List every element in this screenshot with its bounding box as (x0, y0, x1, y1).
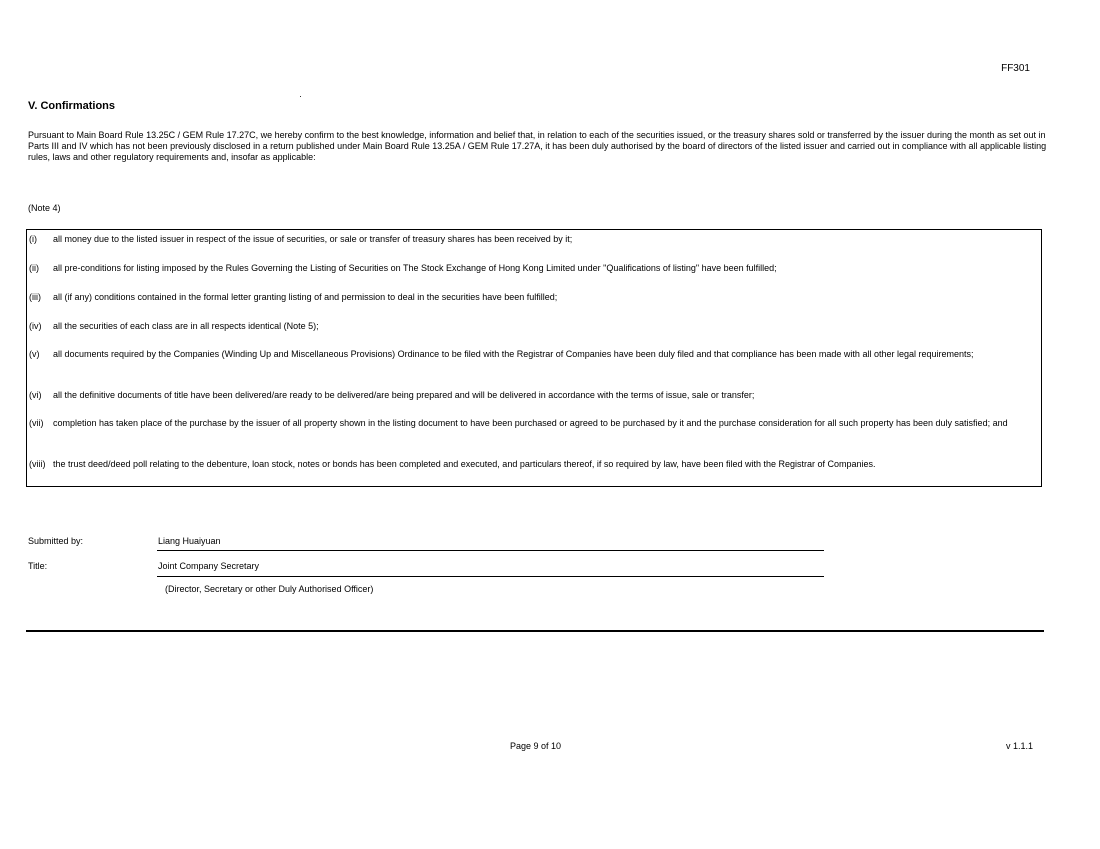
confirmation-text: all pre-conditions for listing imposed by the Rules Governing the Listing of Securities on The Stock Exchange of Hong Kong Limited under "Qualifications of listing" have been fulfilled; (53, 263, 777, 273)
confirmation-number: (vii) (29, 418, 44, 428)
footer-divider (26, 630, 1044, 632)
confirmation-number: (i) (29, 234, 37, 244)
submitted-by-value: Liang Huaiyuan (158, 536, 221, 546)
confirmations-box (26, 229, 1042, 487)
confirmation-item-vi (29, 390, 1029, 401)
submitted-by-underline (157, 550, 824, 551)
intro-paragraph: Pursuant to Main Board Rule 13.25C / GEM Rule 17.27C, we hereby confirm to the best knowledge, information and belief that, in relation to each of the securities issued, or the treasury shares sold or transferred by the issuer during the month as set out in Parts III and IV which has not been previously disclosed in a return published under Main Board Rule 13.25A / GEM Rule 17.27A, it has been duly authorised by the board of directors of the listed issuer and carried out in compliance with all applicable listing rules, laws and other regulatory requirements and, insofar as applicable: (28, 130, 1047, 162)
confirmation-text: all the securities of each class are in all respects identical (Note 5); (53, 321, 319, 331)
title-value: Joint Company Secretary (158, 561, 260, 571)
confirmation-number: (ii) (29, 263, 39, 273)
section-title: V. Confirmations (28, 100, 115, 112)
stray-dot (300, 96, 301, 97)
confirmation-item-v (29, 349, 1029, 360)
confirmation-item-vii (29, 418, 1029, 429)
title-label: Title: (28, 561, 48, 571)
page-number: Page 9 of 10 (510, 741, 562, 751)
confirmation-text: all the definitive documents of title have been delivered/are ready to be delivered/are being prepared and will be delivered in accordance with the terms of issue, sale or transfer; (53, 390, 755, 400)
signatory-caption: (Director, Secretary or other Duly Authorised Officer) (165, 584, 374, 594)
confirmation-text: all (if any) conditions contained in the formal letter granting listing of and permission to deal in the securities have been fulfilled; (53, 292, 558, 302)
confirmation-item-i (29, 234, 1029, 245)
title-underline (157, 576, 824, 577)
confirmation-text: the trust deed/deed poll relating to the debenture, loan stock, notes or bonds has been completed and executed, and particulars thereof, if so required by law, have been filed with the Registrar of Companies. (53, 459, 876, 469)
confirmation-item-iv (29, 321, 1029, 332)
confirmation-text: completion has taken place of the purchase by the issuer of all property shown in the listing document to have been purchased or agreed to be purchased by it and the purchase consideration for all such property has been duly satisfied; and (53, 418, 1008, 428)
note-reference: (Note 4) (28, 203, 61, 213)
confirmation-item-ii (29, 263, 1029, 274)
confirmation-number: (v) (29, 349, 40, 359)
confirmation-text: all money due to the listed issuer in respect of the issue of securities, or sale or transfer of treasury shares has been received by it; (53, 234, 573, 244)
confirmation-item-viii (29, 459, 1029, 470)
confirmation-text: all documents required by the Companies (Winding Up and Miscellaneous Provisions) Ordinance to be filed with the Registrar of Companies have been duly filed and that compliance has been made with all other legal requirements; (53, 349, 974, 359)
form-code: FF301 (1001, 63, 1030, 74)
confirmation-item-iii (29, 292, 1029, 303)
confirmation-number: (vi) (29, 390, 42, 400)
confirmation-number: (iv) (29, 321, 42, 331)
submitted-by-label: Submitted by: (28, 536, 84, 546)
confirmation-number: (viii) (29, 459, 46, 469)
confirmation-number: (iii) (29, 292, 41, 302)
form-version: v 1.1.1 (1005, 741, 1033, 751)
